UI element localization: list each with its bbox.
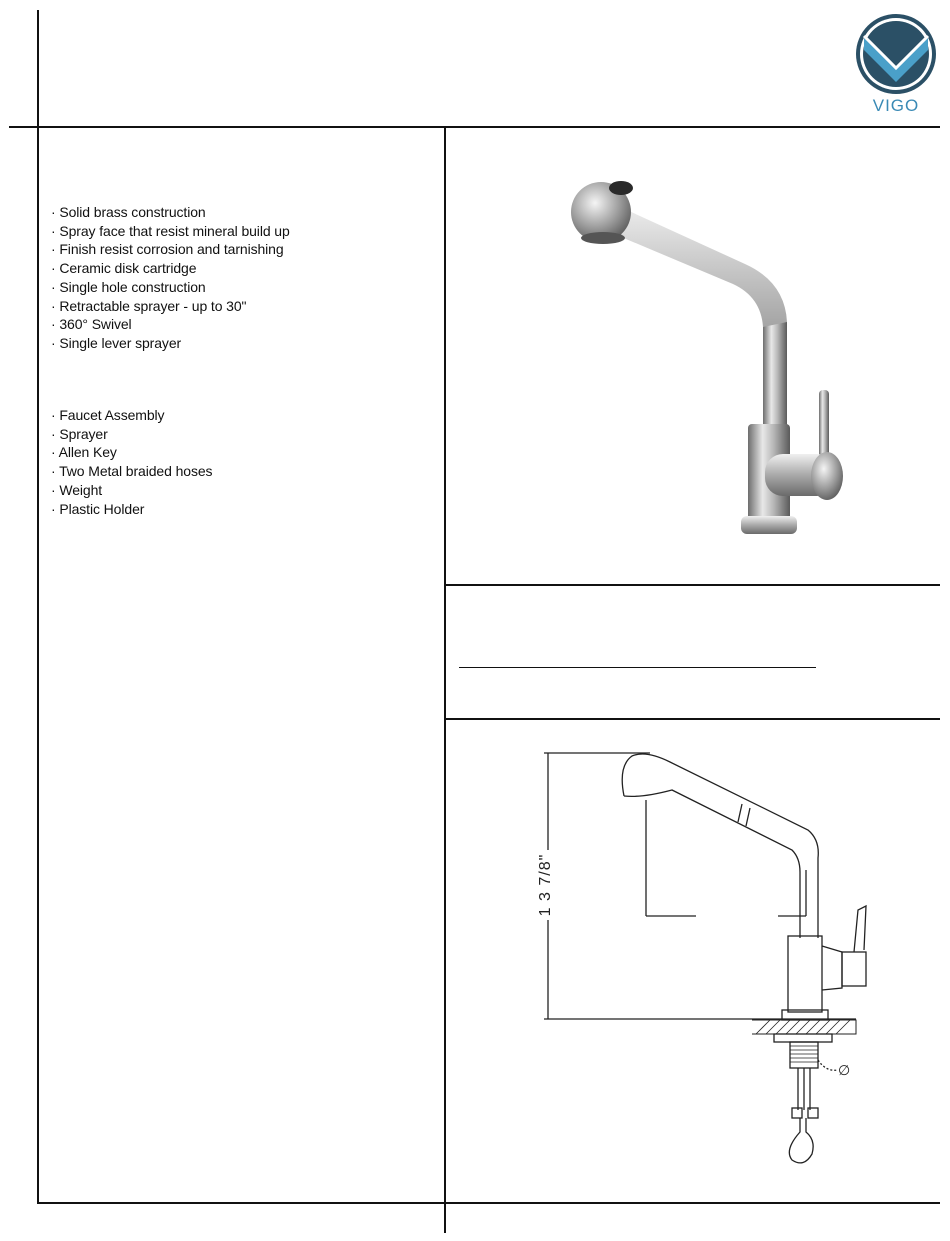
list-item: · Sprayer [51, 425, 108, 442]
list-item: · Weight [51, 481, 103, 498]
list-item: · Spray face that resist mineral build up [51, 222, 290, 239]
center-vertical-rule [444, 127, 446, 1233]
brand-name: VIGO [872, 96, 920, 115]
list-item: · Faucet Assembly [51, 407, 165, 423]
list-item: · Retractable sprayer - up to 30" [51, 297, 247, 314]
header-bottom-rule [9, 126, 940, 128]
left-vertical-rule [37, 10, 39, 1204]
list-item: · 360° Swivel [51, 316, 132, 333]
list-item: · Solid brass construction [51, 204, 206, 220]
height-dimension-label: 1 3 7/8" [537, 853, 554, 917]
list-item: · Finish resist corrosion and tarnishing [51, 241, 284, 258]
info-underline [459, 667, 816, 668]
photo-bottom-rule [445, 584, 940, 586]
vigo-logo [852, 12, 940, 118]
faucet-photo [565, 172, 865, 542]
features-list [51, 203, 290, 353]
info-bottom-rule [445, 718, 940, 720]
includes-list [51, 406, 212, 518]
list-item: · Single hole construction [51, 278, 206, 295]
list-item: · Ceramic disk cartridge [51, 260, 197, 277]
list-item: · Plastic Holder [51, 500, 145, 517]
list-item: · Single lever sprayer [51, 334, 182, 351]
list-item: · Two Metal braided hoses [51, 463, 213, 480]
diameter-symbol: ∅ [838, 1062, 851, 1078]
footer-rule [38, 1202, 940, 1204]
faucet-dimension-drawing [520, 740, 900, 1170]
vigo-v-logo-icon [852, 12, 940, 100]
list-item: · Allen Key [51, 444, 117, 461]
